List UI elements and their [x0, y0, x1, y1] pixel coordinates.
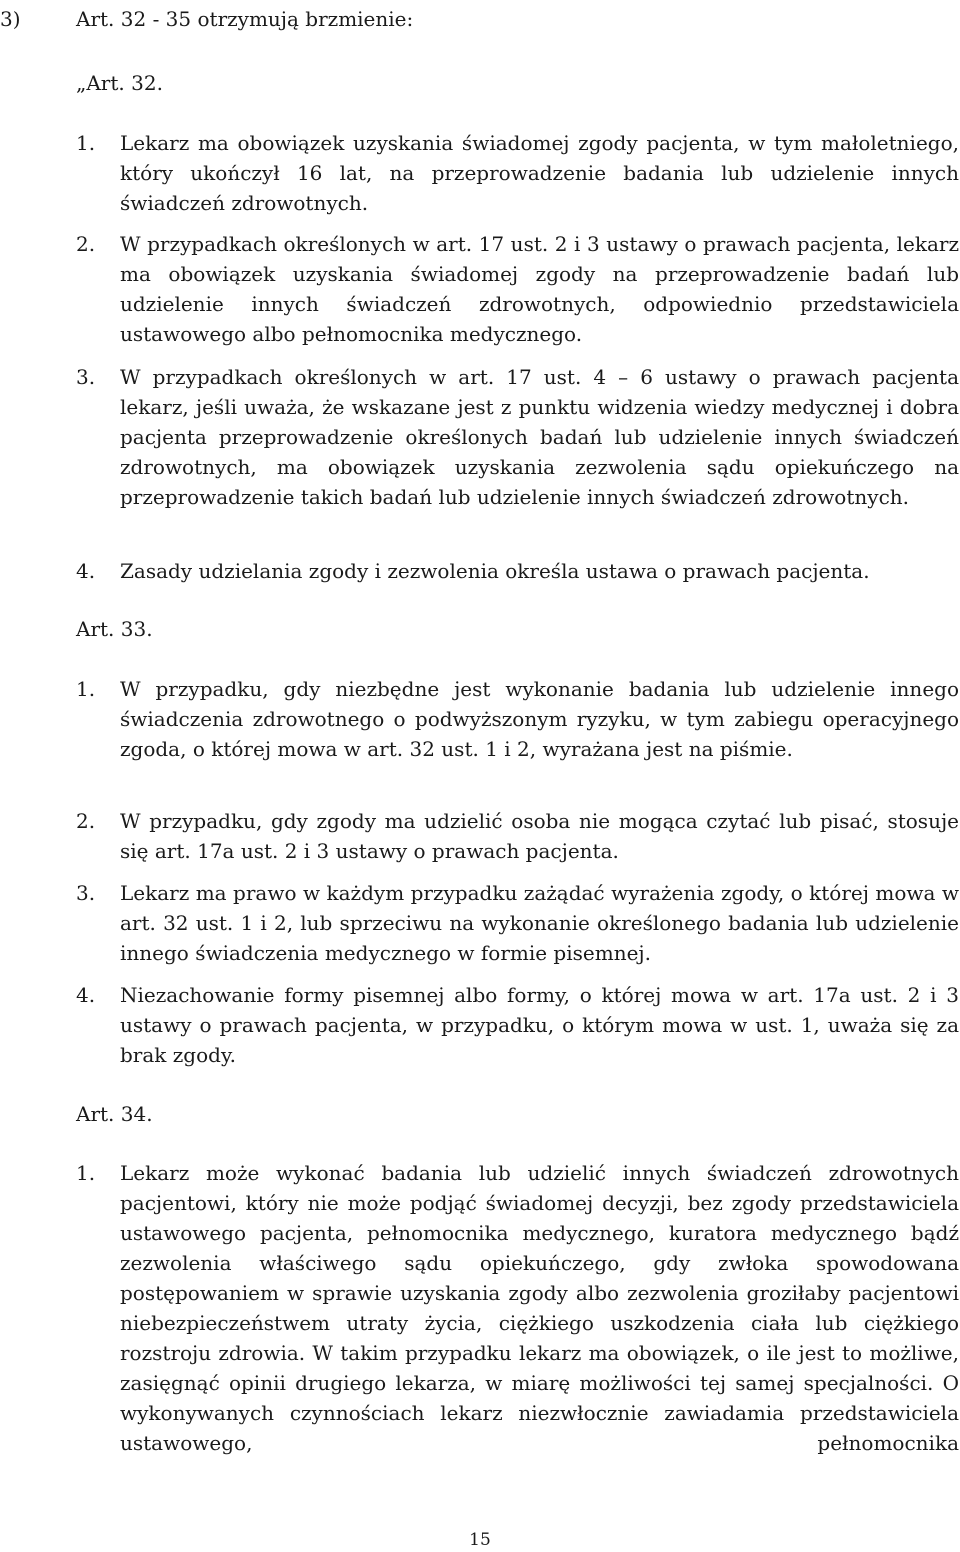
- item-text: Zasady udzielania zgody i zezwolenia określa ustawa o prawach pacjenta.: [120, 559, 870, 583]
- article-item: [0, 362, 960, 512]
- article-item: [0, 878, 960, 968]
- amendment-text: Art. 32 - 35 otrzymują brzmienie:: [76, 7, 414, 31]
- article-item: [0, 806, 960, 866]
- item-text: W przypadkach określonych w art. 17 ust. 2 i 3 ustawy o prawach pacjenta, lekarz ma obowiązek uzyskania świadomej zgody na przeprowadzenie badań lub udzielenie innych świadczeń zdrowotnych, odpowiednio przedstawiciela ustawowego albo pełnomocnika medycznego.: [120, 232, 959, 346]
- item-text: W przypadkach określonych w art. 17 ust. 4 – 6 ustawy o prawach pacjenta lekarz, jeśli uważa, że wskazane jest z punktu widzenia wiedzy medycznej i dobra pacjenta przeprowadzenie określonych badań lub udzielenie innych świadczeń zdrowotnych, ma obowiązek uzyskania zezwolenia sądu opiekuńczego na przeprowadzenie takich badań lub udzielenie innych świadczeń zdrowotnych.: [120, 365, 959, 509]
- item-text: Niezachowanie formy pisemnej albo formy, o której mowa w art. 17a ust. 2 i 3 ustawy o prawach pacjenta, w przypadku, o którym mowa w ust. 1, uważa się za brak zgody.: [120, 983, 959, 1067]
- article-item: [0, 980, 960, 1070]
- item-text: Lekarz ma prawo w każdym przypadku zażądać wyrażenia zgody, o której mowa w art. 32 ust. 1 i 2, lub sprzeciwu na wykonanie określonego badania lub udzielenie innego świadczenia medycznego w formie pisemnej.: [120, 881, 959, 965]
- article-heading: Art. 33.: [76, 617, 153, 641]
- item-number: 4.: [76, 559, 96, 583]
- item-number: 1.: [76, 677, 96, 701]
- item-number: 1.: [76, 131, 96, 155]
- article-item: [0, 1158, 960, 1458]
- item-number: 1.: [76, 1161, 96, 1185]
- item-number: 2.: [76, 809, 96, 833]
- article-item: [0, 128, 960, 218]
- item-text: W przypadku, gdy niezbędne jest wykonanie badania lub udzielenie innego świadczenia zdrowotnego o podwyższonym ryzyku, w tym zabiegu operacyjnego zgoda, o której mowa w art. 32 ust. 1 i 2, wyrażana jest na piśmie.: [120, 677, 959, 761]
- item-text: Lekarz może wykonać badania lub udzielić innych świadczeń zdrowotnych pacjentowi, który nie może podjąć świadomej decyzji, bez zgody przedstawiciela ustawowego pacjenta, pełnomocnika medycznego, kuratora medycznego bądź zezwolenia właściwego sądu opiekuńczego, gdy zwłoka spowodowana postępowaniem w sprawie uzyskania zgody albo zezwolenia groziłaby pacjentowi niebezpieczeństwem utraty życia, ciężkiego uszkodzenia ciała lub ciężkiego rozstroju zdrowia. W takim przypadku lekarz ma obowiązek, o ile jest to możliwe, zasięgnąć opinii drugiego lekarza, w miarę możliwości tej samej specjalności. O wykonywanych czynnościach lekarz niezwłocznie zawiadamia przedstawiciela ustawowego, pełnomocnika: [120, 1161, 959, 1455]
- item-number: 4.: [76, 983, 96, 1007]
- article-item: [0, 229, 960, 349]
- article-heading: Art. 34.: [76, 1102, 153, 1126]
- article-heading: „Art. 32.: [76, 71, 163, 95]
- item-number: 3.: [76, 881, 96, 905]
- page-number: 15: [469, 1530, 491, 1550]
- item-number: 2.: [76, 232, 96, 256]
- article-item: [0, 674, 960, 764]
- item-text: W przypadku, gdy zgody ma udzielić osoba nie mogąca czytać lub pisać, stosuje się art. 17a ust. 2 i 3 ustawy o prawach pacjenta.: [120, 809, 959, 863]
- amendment-number: 3): [0, 7, 21, 31]
- item-number: 3.: [76, 365, 96, 389]
- item-text: Lekarz ma obowiązek uzyskania świadomej zgody pacjenta, w tym małoletniego, który ukończył 16 lat, na przeprowadzenie badania lub udzielenie innych świadczeń zdrowotnych.: [120, 131, 959, 215]
- article-item: [0, 556, 960, 586]
